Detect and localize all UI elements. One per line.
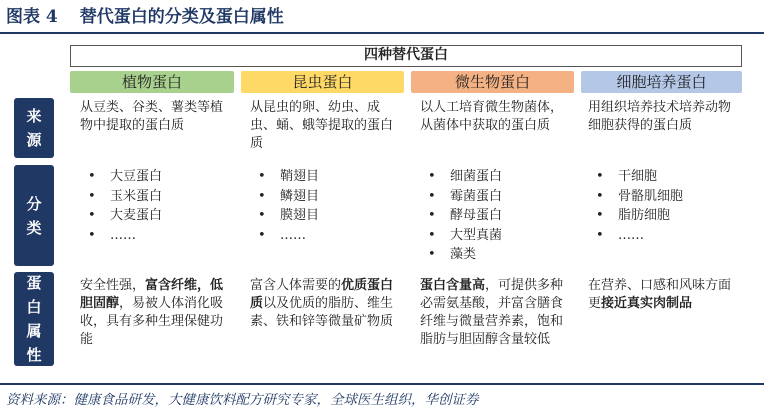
properties-insect: 富含人体需要的优质蛋白质以及优质的脂肪、维生素、铁和锌等微量矿物质 <box>250 278 394 329</box>
source-microbe: 以人工培育微生物菌体，从菌体中获取的蛋白质 <box>420 100 564 133</box>
source-insect: 从昆虫的卵、幼虫、成虫、蛹、蛾等提取的蛋白质 <box>250 100 394 151</box>
list-item: • 鳞翅目 <box>250 187 402 207</box>
list-item: • 骨骼肌细胞 <box>588 187 738 207</box>
properties-plant: 安全性强，富含纤维，低胆固醇，易被人体消化吸收，具有多种生理保健功能 <box>80 278 224 347</box>
figure-title <box>6 4 284 30</box>
figure-title-text: 替代蛋白的分类及蛋白属性 <box>79 7 284 27</box>
list-item: • 酵母蛋白 <box>420 206 572 226</box>
list-item: • …… <box>80 226 232 246</box>
classification-microbe <box>420 167 572 265</box>
classification-plant <box>80 167 232 245</box>
list-item: • 大豆蛋白 <box>80 167 232 187</box>
list-item: • …… <box>250 226 402 246</box>
row-label-source: 来源 <box>14 98 54 158</box>
list-item: • 霉菌蛋白 <box>420 187 572 207</box>
classification-cell <box>588 167 738 245</box>
table-header: 四种替代蛋白 <box>70 45 742 67</box>
category-cell-cultured-protein: 细胞培养蛋白 <box>581 71 742 93</box>
list-item: • 干细胞 <box>588 167 738 187</box>
row-label-classification: 分类 <box>14 165 54 266</box>
list-item: • 大型真菌 <box>420 226 572 246</box>
list-item: • 大麦蛋白 <box>80 206 232 226</box>
classification-insect <box>250 167 402 245</box>
figure-label: 图表 4 <box>6 7 58 27</box>
source-note: 资料来源：健康食品研发，大健康饮料配方研究专家，全球医生组织，华创证券 <box>6 392 479 408</box>
list-item: • 藻类 <box>420 245 572 265</box>
source-cell: 用组织培养技术培养动物细胞获得的蛋白质 <box>588 100 732 133</box>
title-divider <box>0 32 764 34</box>
category-plant-protein: 植物蛋白 <box>70 71 234 93</box>
source-divider <box>0 383 764 385</box>
source-plant: 从豆类、谷类、薯类等植物中提取的蛋白质 <box>80 100 224 133</box>
list-item: • 鞘翅目 <box>250 167 402 187</box>
list-item: • 脂肪细胞 <box>588 206 738 226</box>
properties-microbe: 蛋白含量高，可提供多种必需氨基酸，并富含膳食纤维与微量营养素，饱和脂肪与胆固醇含量较低 <box>420 278 564 347</box>
list-item: • 玉米蛋白 <box>80 187 232 207</box>
list-item: • 膜翅目 <box>250 206 402 226</box>
list-item: • 细菌蛋白 <box>420 167 572 187</box>
properties-cell: 在营养、口感和风味方面更接近真实肉制品 <box>588 278 732 311</box>
category-insect-protein: 昆虫蛋白 <box>241 71 404 93</box>
list-item: • …… <box>588 226 738 246</box>
row-label-properties: 蛋白属性 <box>14 272 54 366</box>
category-microbial-protein: 微生物蛋白 <box>411 71 574 93</box>
